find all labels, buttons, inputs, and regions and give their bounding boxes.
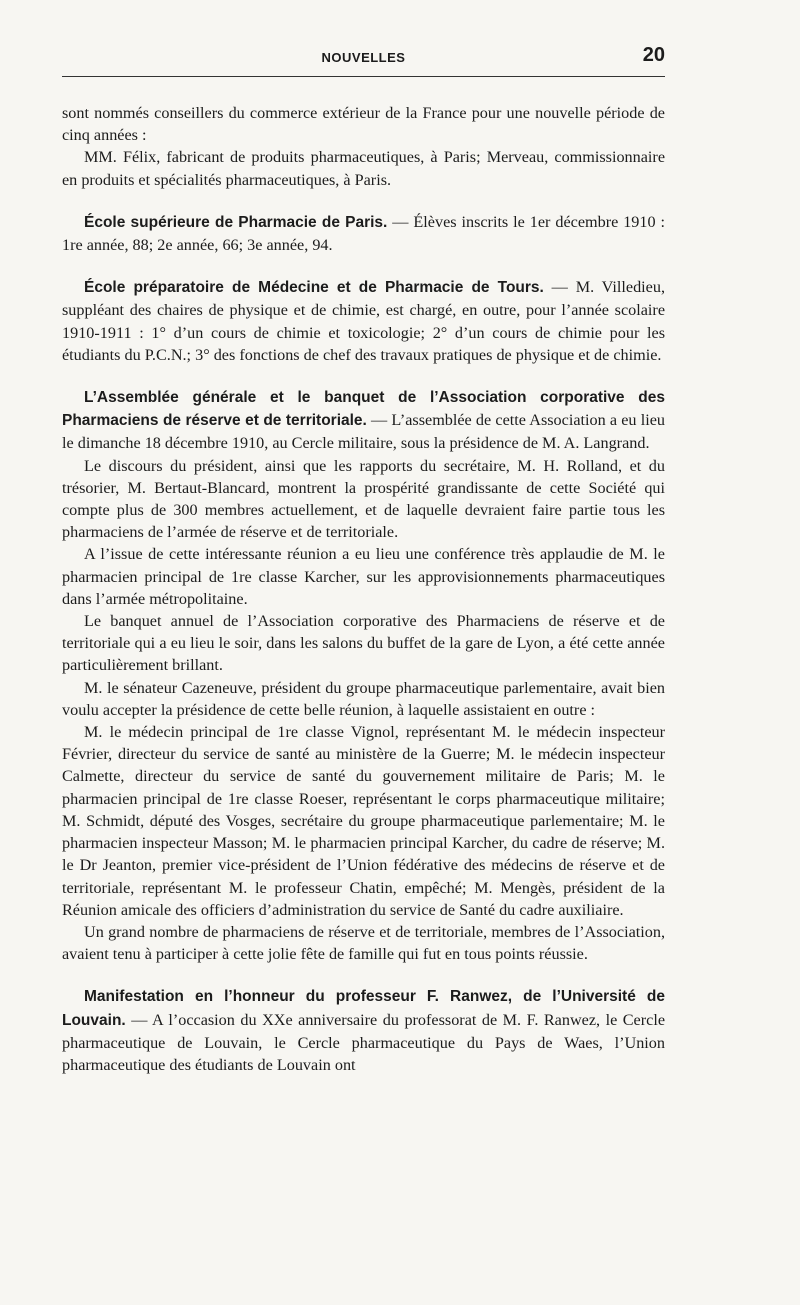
running-title: NOUVELLES [321,50,406,65]
paragraph: Un grand nombre de pharmaciens de réserve et de territoriale, membres de l’Association, avaient tenu à participer à cette jolie fête de famille qui fut en tous points réussie. [62,922,665,964]
paragraph [62,985,665,1076]
section-heading: L’Assemblée générale et le banquet de l’Association corporative des Pharmaciens de réserve et de territoriale. [62,389,665,430]
page-number: 20 [642,44,665,66]
section-heading: École préparatoire de Médecine et de Pharmacie de Tours. [84,279,544,297]
paragraph: sont nommés conseillers du commerce extérieur de la France pour une nouvelle période de cinq années : [62,104,665,145]
paragraph: Le discours du président, ainsi que les rapports du secrétaire, M. H. Rolland, et du trésorier, M. Bertaut-Blancard, montrent la prospérité grandissante de cette Société qui compte plus de 300 membres actuellement, et de laquelle devraient faire partie tous les pharmaciens de l’armée de réserve et de territoriale. [62,456,665,542]
section-ecole-superieure-paris [62,211,665,256]
section-text: — M. Villedieu, suppléant des chaires de physique et de chimie, est chargé, en outre, pour l’année scolaire 1910-1911 : 1° d’un cours de chimie et toxicologie; 2° d’un cours de chimie pour les étudiants du P.C.N.; 3° des fonctions de chef des travaux pratiques de physique et de chimie. [62,278,665,364]
section-conseillers [62,102,665,191]
section-text: — A l’occasion du XXe anniversaire du professorat de M. F. Ranwez, le Cercle pharmaceutique de Louvain, le Cercle pharmaceutique du Pays de Waes, l’Union pharmaceutique des étudiants de Louvain ont [62,1010,665,1074]
paragraph: M. le sénateur Cazeneuve, président du groupe pharmaceutique parlementaire, avait bien voulu accepter la présidence de cette belle réunion, à laquelle assistaient en outre : [62,678,665,719]
section-heading: École supérieure de Pharmacie de Paris. [84,213,388,231]
paragraph: Le banquet annuel de l’Association corporative des Pharmaciens de réserve et de territoriale qui a eu lieu le soir, dans les salons du buffet de la gare de Lyon, a été cette année particulièrement brillant. [62,612,665,675]
section-heading: Manifestation en l’honneur du professeur F. Ranwez, de l’Université de Louvain. [62,988,665,1029]
running-header [62,46,665,77]
paragraph: M. le médecin principal de 1re classe Vignol, représentant M. le médecin inspecteur Février, directeur du service de santé au ministère de la Guerre; M. le médecin inspecteur Calmette, directeur du service de santé du gouvernement militaire de Paris; M. le pharmacien principal de 1re classe Roeser, représentant le corps pharmaceutique militaire; M. Schmidt, député des Vosges, secrétaire du groupe pharmaceutique parlementaire; M. le pharmacien inspecteur Masson; M. le pharmacien principal Karcher, du cadre de réserve; M. le Dr Jeanton, premier vice-président de l’Union fédérative des médecins de réserve et de territoriale, représentant M. le professeur Chatin, empêché; M. Mengès, président de la Réunion amicale des officiers d’administration du service de Santé du cadre auxiliaire. [62,723,665,919]
paragraph [62,211,665,256]
section-assemblee-generale [62,386,665,965]
section-manifestation-ranwez [62,985,665,1076]
article-body [62,102,665,1076]
paragraph: A l’issue de cette intéressante réunion a eu lieu une conférence très applaudie de M. le pharmacien principal de 1re classe Karcher, sur les approvisionnements pharmaceutiques dans l’armée métropolitaine. [62,545,665,608]
section-text: — Élèves inscrits le 1er décembre 1910 : 1re année, 88; 2e année, 66; 3e année, 94. [62,212,666,255]
paragraph: MM. Félix, fabricant de produits pharmaceutiques, à Paris; Merveau, commissionnaire en produits et spécialités pharmaceutiques, à Paris. [62,148,665,189]
paragraph [62,386,665,455]
section-ecole-tours [62,276,665,366]
paragraph [62,276,665,366]
section-text: — L’assemblée de cette Association a eu lieu le dimanche 18 décembre 1910, au Cercle militaire, sous la présidence de M. A. Langrand. [62,411,665,453]
